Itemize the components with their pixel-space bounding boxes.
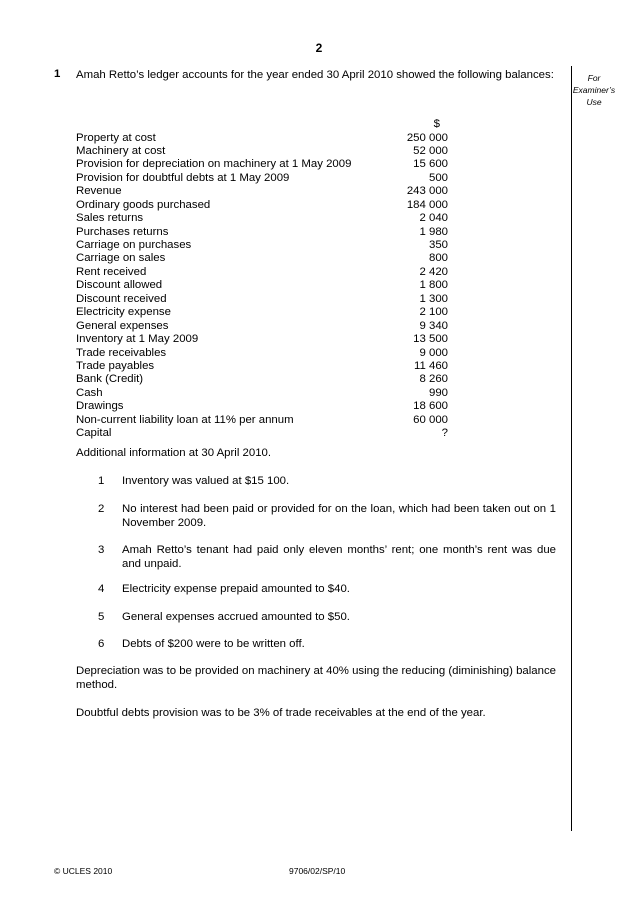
ledger-amount: 2 420 [419, 265, 448, 278]
ledger-amount: 990 [428, 386, 448, 399]
ledger-amount: 243 000 [406, 185, 448, 198]
ledger-row [76, 333, 448, 346]
ledger-amount: 8 260 [419, 373, 448, 386]
ledger-label: Ordinary goods purchased [76, 198, 211, 211]
ledger-label: Drawings [76, 400, 124, 413]
ledger-label: Trade payables [76, 359, 155, 372]
ledger-label: Rent received [76, 265, 147, 278]
ledger-amount: 1 300 [419, 292, 448, 305]
ledger-row [76, 306, 448, 319]
ledger-row [76, 145, 448, 158]
ledger-row [76, 414, 448, 427]
ledger-amount: 9 340 [419, 319, 448, 332]
ledger-label: Carriage on sales [76, 252, 166, 265]
ledger-amount: 250 000 [406, 131, 448, 144]
item-text: Debts of $200 were to be written off. [122, 638, 305, 650]
ledger-amount: 11 460 [414, 359, 448, 372]
item-number: 5 [98, 611, 105, 623]
examiner-margin-note [566, 72, 622, 108]
item-text: General expenses accrued amounted to $50. [122, 611, 350, 623]
ledger-amount: 13 500 [413, 333, 448, 346]
question-number: 1 [54, 68, 61, 80]
examiner-margin-rule [571, 66, 572, 831]
ledger-label: Sales returns [76, 212, 144, 225]
ledger-label: Discount received [76, 292, 167, 305]
ledger-balances-table [76, 118, 448, 441]
ledger-label: Electricity expense [76, 306, 171, 319]
item-text: No interest had been paid or provided for on the loan, which had been taken out on 1 November 2009. [122, 503, 556, 529]
ledger-row [76, 132, 448, 145]
ledger-amount: 60 000 [413, 413, 448, 426]
ledger-amount: 2 040 [419, 212, 448, 225]
ledger-label: Capital [76, 427, 112, 440]
ledger-row [76, 158, 448, 171]
ledger-row [76, 266, 448, 279]
ledger-label: Provision for doubtful debts at 1 May 2009 [76, 171, 290, 184]
ledger-row [76, 400, 448, 413]
margin-note-line-1: For [587, 73, 601, 83]
ledger-amount: 350 [428, 239, 448, 251]
item-text: Electricity expense prepaid amounted to $40. [122, 583, 350, 595]
ledger-label: Non-current liability loan at 11% per annum [76, 413, 294, 426]
ledger-row [76, 360, 448, 373]
ledger-label: Carriage on purchases [76, 239, 192, 251]
ledger-amount: 9 000 [419, 346, 448, 359]
ledger-amount: 52 000 [413, 144, 448, 157]
ledger-row [76, 212, 448, 225]
ledger-amount: 18 600 [413, 400, 448, 413]
item-number: 3 [98, 544, 105, 556]
ledger-row [76, 172, 448, 185]
margin-note-line-2: Examiner’s [572, 85, 616, 95]
question-intro: Amah Retto’s ledger accounts for the year ended 30 April 2010 showed the following balances: [76, 69, 554, 81]
ledger-label: Discount allowed [76, 279, 163, 292]
ledger-amount: 1 800 [419, 279, 448, 292]
ledger-label: Property at cost [76, 131, 156, 144]
depreciation-instruction: Depreciation was to be provided on machinery at 40% using the reducing (diminishing) balance method. [76, 665, 556, 691]
margin-note-line-3: Use [586, 97, 602, 107]
item-number: 2 [98, 503, 105, 515]
item-text: Amah Retto’s tenant had paid only eleven months’ rent; one month’s rent was due and unpaid. [122, 544, 556, 570]
ledger-amount: 800 [428, 252, 448, 265]
ledger-label: Machinery at cost [76, 144, 166, 157]
ledger-label: Cash [76, 386, 103, 399]
ledger-row [76, 185, 448, 198]
ledger-row [76, 293, 448, 306]
currency-symbol: $ [433, 118, 440, 130]
item-text: Inventory was valued at $15 100. [122, 475, 290, 487]
ledger-label: Purchases returns [76, 225, 169, 238]
ledger-row [76, 347, 448, 360]
currency-header [76, 118, 448, 132]
page-number: 2 [315, 41, 323, 55]
ledger-amount: 1 980 [419, 225, 448, 238]
ledger-row [76, 199, 448, 212]
item-number: 6 [98, 638, 105, 650]
ledger-row [76, 387, 448, 400]
ledger-row [76, 279, 448, 292]
footer-paper-code: 9706/02/SP/10 [289, 866, 346, 876]
additional-info-heading: Additional information at 30 April 2010. [76, 447, 272, 459]
ledger-row [76, 373, 448, 386]
ledger-row [76, 239, 448, 252]
footer-copyright: © UCLES 2010 [54, 866, 113, 876]
ledger-label: Revenue [76, 185, 122, 198]
ledger-label: Bank (Credit) [76, 373, 144, 386]
ledger-row [76, 252, 448, 265]
ledger-row [76, 320, 448, 333]
ledger-label: Inventory at 1 May 2009 [76, 333, 199, 346]
ledger-label: General expenses [76, 319, 169, 332]
ledger-amount: 15 600 [413, 158, 448, 171]
ledger-amount: 500 [428, 171, 448, 184]
ledger-row [76, 226, 448, 239]
item-number: 1 [98, 475, 105, 487]
ledger-amount: ? [441, 427, 448, 440]
ledger-amount: 184 000 [406, 198, 448, 211]
ledger-row [76, 427, 448, 440]
item-number: 4 [98, 583, 105, 595]
ledger-amount: 2 100 [419, 306, 448, 319]
ledger-label: Provision for depreciation on machinery at 1 May 2009 [76, 158, 352, 171]
doubtful-debts-instruction: Doubtful debts provision was to be 3% of trade receivables at the end of the year. [76, 707, 486, 719]
ledger-label: Trade receivables [76, 346, 167, 359]
